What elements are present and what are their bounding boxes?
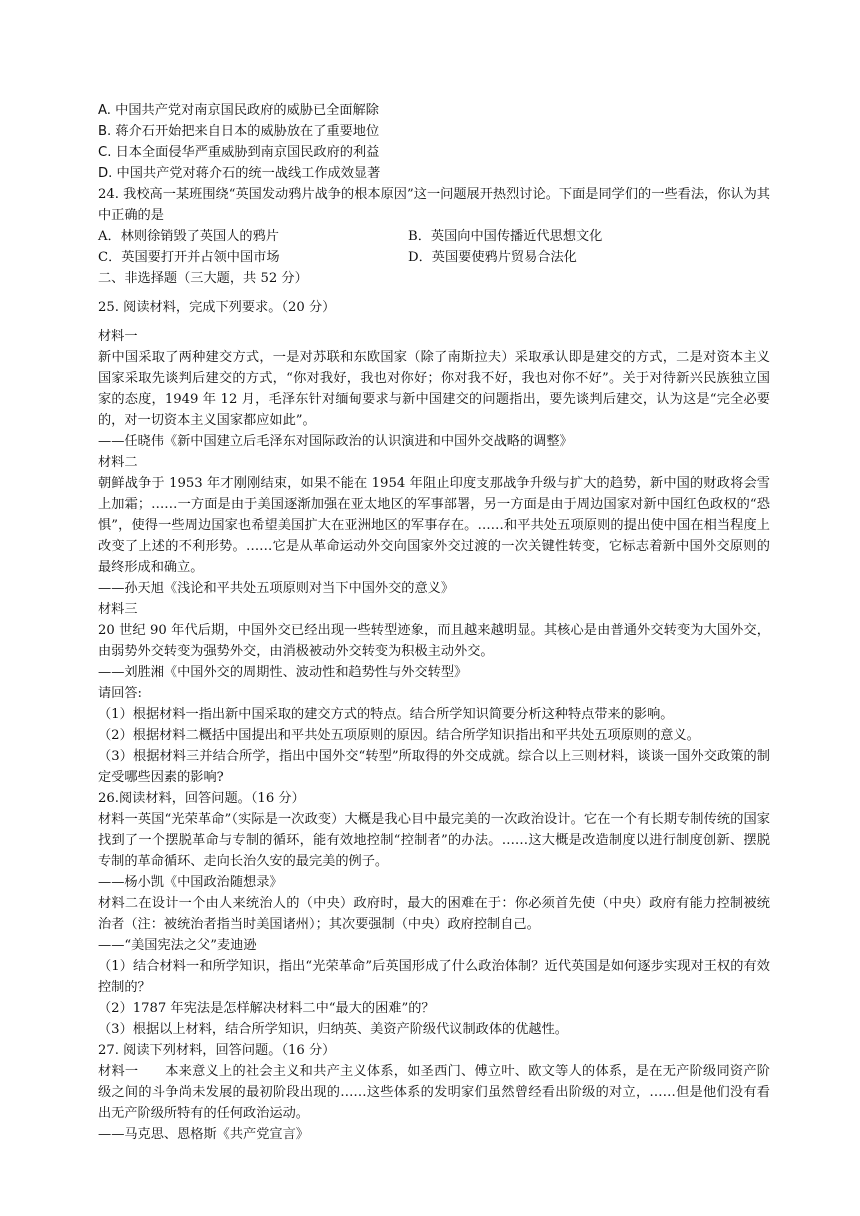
q27-material1-source: ——马克思、恩格斯《共产党宣言》 bbox=[98, 1127, 309, 1142]
q25-material2-text: 朝鲜战争于 1953 年才刚刚结束，如果不能在 1954 年阻止印度支那战争升级与扩大的趋势，新中国的财政将会雪上加霜；……一方面是由于美国逐渐加强在亚太地区的军事部署，另一方面是由于周边国家对新中国红色政权的“恐惧”，使得一些周边国家也希望美国扩大在亚洲地区的军事存在。……和平共处五项原则的提出使中国在相当程度上改变了上述的不利形势。……它是从革命运动外交向国家外交过渡的一次关键性转变，它标志着新中国外交原则的最终形成和确立。 bbox=[98, 476, 770, 575]
q24-option-d: D．英国要使鸦片贸易合法化 bbox=[408, 250, 577, 265]
q26-title: 26.阅读材料，回答问题。（16 分） bbox=[98, 791, 305, 806]
q25-subquestion-3: （3）根据材料三并结合所学，指出中国外交“转型”所取得的外交成就。综合以上三则材料，谈谈一国外交政策的制定受哪些因素的影响? bbox=[98, 749, 770, 785]
q26-subquestion-1: （1）结合材料一和所学知识，指出“光荣革命”后英国形成了什么政治体制？近代英国是如何逐步实现对王权的有效控制的？ bbox=[98, 959, 770, 995]
q23-option-a: A. 中国共产党对南京国民政府的威胁已全面解除 bbox=[98, 103, 379, 118]
q24-option-c: C．英国要打开并占领中国市场 bbox=[98, 250, 280, 265]
q26-material1-source: ——杨小凯《中国政治随想录》 bbox=[98, 875, 283, 890]
q26-subquestion-2: （2）1787 年宪法是怎样解决材料二中“最大的困难”的？ bbox=[98, 1001, 435, 1016]
q26-material2-source: ——“美国宪法之父”麦迪逊 bbox=[98, 938, 257, 953]
q26-material2-text: 材料二在设计一个由人来统治人的（中央）政府时，最大的困难在于：你必须首先使（中央）政府有能力控制被统治者（注：被统治者指当时美国诸州）；其次要强制（中央）政府控制自己。 bbox=[98, 896, 770, 932]
q24-options-row-1 bbox=[98, 226, 770, 247]
q25-material3-label: 材料三 bbox=[98, 602, 138, 617]
q25-subquestion-1: （1）根据材料一指出新中国采取的建交方式的特点。结合所学知识简要分析这种特点带来的影响。 bbox=[98, 707, 674, 722]
q25-ask: 请回答: bbox=[98, 686, 143, 701]
q26-subquestion-3: （3）根据以上材料，结合所学知识，归纳英、美资产阶级代议制政体的优越性。 bbox=[98, 1022, 568, 1037]
q26-material1-text: 材料一英国“光荣革命”（实际是一次政变）大概是我心目中最完美的一次政治设计。它在一个有长期专制传统的国家找到了一个摆脱革命与专制的循环，能有效地控制“控制者”的办法。……这大概是改造制度以进行制度创新、摆脱专制的革命循环、走向长治久安的最完美的例子。 bbox=[98, 812, 770, 869]
section2-title: 二、非选择题（三大题，共 52 分） bbox=[98, 271, 308, 286]
q27-title: 27. 阅读下列材料，回答问题。（16 分） bbox=[98, 1043, 336, 1058]
q24-stem: 24. 我校高一某班围绕“英国发动鸦片战争的根本原因”这一问题展开热烈讨论。下面是同学们的一些看法，你认为其中正确的是 bbox=[98, 187, 770, 223]
q25-material3-source: ——刘胜湘《中国外交的周期性、波动性和趋势性与外交转型》 bbox=[98, 665, 468, 680]
q27-material1-text: 材料一 本来意义上的社会主义和共产主义体系，如圣西门、傅立叶、欧文等人的体系，是在无产阶级同资产阶级之间的斗争尚未发展的最初阶段出现的……这些体系的发明家们虽然曾经看出阶级的对立，……但是他们没有看出无产阶级所特有的任何政治运动。 bbox=[98, 1064, 770, 1121]
q24-options-row-2 bbox=[98, 247, 770, 268]
q25-material1-source: ——任晓伟《新中国建立后毛泽东对国际政治的认识演进和中国外交战略的调整》 bbox=[98, 434, 573, 449]
exam-page bbox=[98, 100, 770, 1145]
q25-material3-text: 20 世纪 90 年代后期，中国外交已经出现一些转型迹象，而且越来越明显。其核心是由普通外交转变为大国外交，由弱势外交转变为强势外交，由消极被动外交转变为积极主动外交。 bbox=[98, 623, 770, 659]
q25-title: 25. 阅读材料，完成下列要求。（20 分） bbox=[98, 300, 336, 315]
q23-option-c: C. 日本全面侵华严重威胁到南京国民政府的利益 bbox=[98, 145, 380, 160]
q25-material1-text: 新中国采取了两种建交方式，一是对苏联和东欧国家（除了南斯拉夫）采取承认即是建交的方式，二是对资本主义国家采取先谈判后建交的方式，“你对我好，我也对你好；你对我不好，我也对你不好”。关于对待新兴民族独立国家的态度，1949 年 12 月，毛泽东针对缅甸要求与新中国建交的问题指出，要先谈判后建交，认为这是“完全必要的，对一切资本主义国家都应如此”。 bbox=[98, 350, 770, 428]
q25-subquestion-2: （2）根据材料二概括中国提出和平共处五项原则的原因。结合所学知识指出和平共处五项原则的意义。 bbox=[98, 728, 700, 743]
q24-option-a: A．林则徐销毁了英国人的鸦片 bbox=[98, 229, 279, 244]
q23-option-b: B. 蒋介石开始把来自日本的威胁放在了重要地位 bbox=[98, 124, 380, 139]
q23-option-d: D. 中国共产党对蒋介石的统一战线工作成效显著 bbox=[98, 166, 381, 181]
q25-material2-label: 材料二 bbox=[98, 455, 138, 470]
q25-material1-label: 材料一 bbox=[98, 329, 138, 344]
q24-option-b: B．英国向中国传播近代思想文化 bbox=[408, 229, 603, 244]
q25-material2-source: ——孙天旭《浅论和平共处五项原则对当下中国外交的意义》 bbox=[98, 581, 455, 596]
